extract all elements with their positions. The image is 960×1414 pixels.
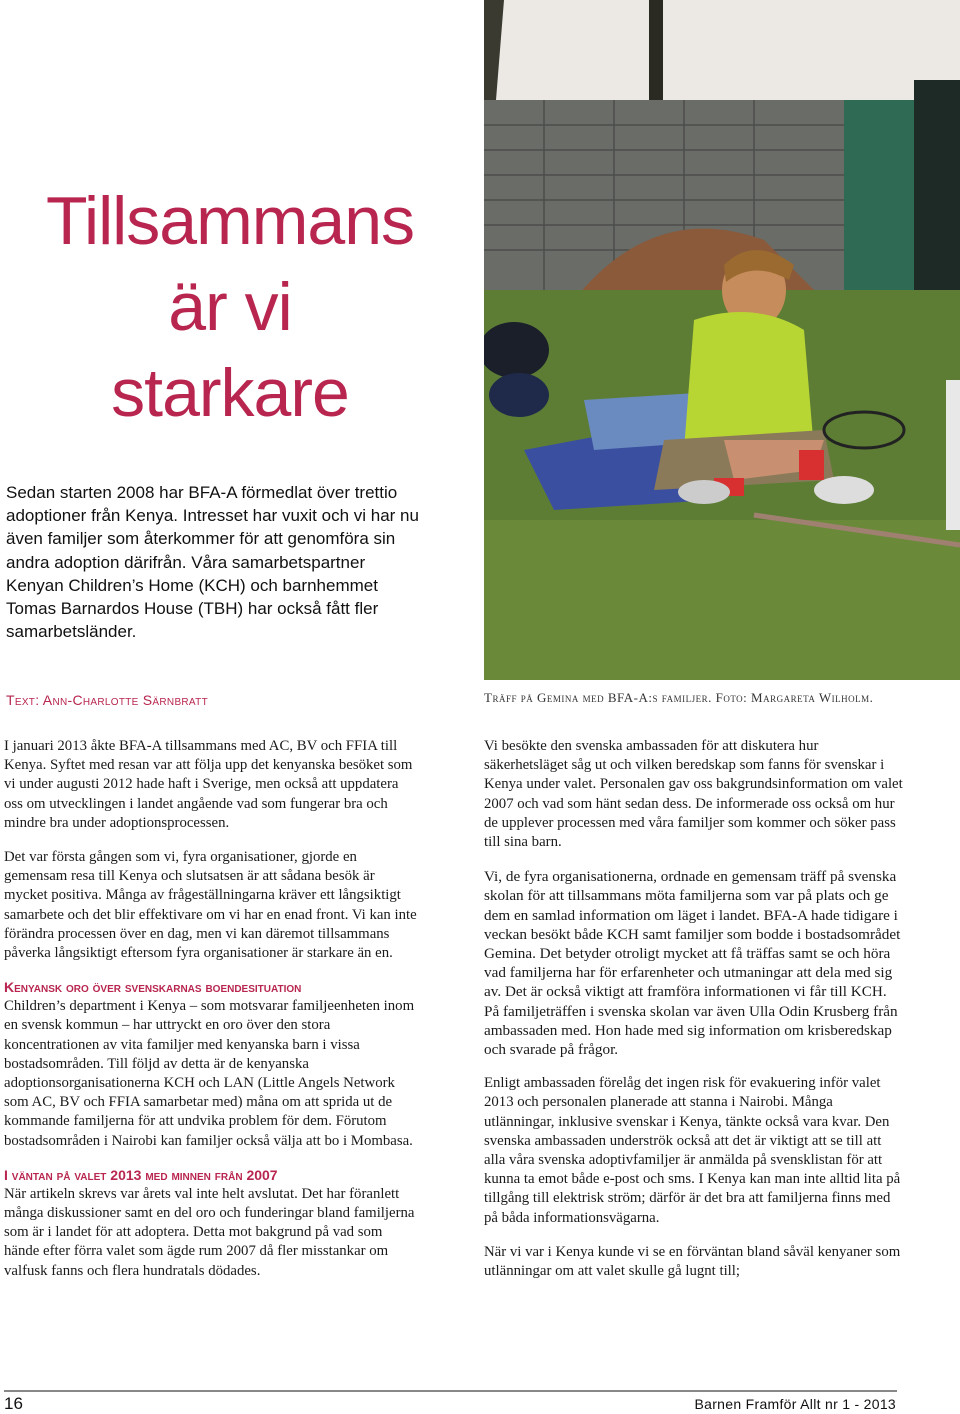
left-paragraph-3: Children’s department i Kenya – som motsvarar familjeenheten inom en svensk kommun – har uttryckt en oro över den stora koncentrationen av vita familjer med kenyanska barn i vissa bostadsområden. Till följd av detta är de kenyanska adoptionsorganisationerna KCH och LAN (Little Angels Network som AC, BV och FFIA samarbetar med) måna om att sprida ut de kommande familjerna för att undvika problem för dem. Förutom bostadsområden i Nairobi kan familjer också välja att bo i Mombasa. <box>4 998 415 1149</box>
article-photo <box>484 0 960 680</box>
left-column <box>4 737 419 1296</box>
publication-name: Barnen Framför Allt nr 1 - 2013 <box>694 1396 896 1412</box>
article-ingress: Sedan starten 2008 har BFA-A förmedlat över trettio adoptioner från Kenya. Intresset har vuxit och vi har nu även familjer som återkommer för att genomföra sin andra adoption därifrån. Våra samarbetspartner Kenyan Children’s Home (KCH) och barnhemmet Tomas Barnardos House (TBH) har också fått fler samarbetsländer. <box>6 483 419 642</box>
title-line-3: starkare <box>111 355 349 431</box>
left-paragraph-4: När artikeln skrevs var årets val inte helt avslutat. Det har föranlett många diskussioner samt en del oro och funderingar bland familjerna som är i landet för att adoptera. Detta mot bakgrund på vad som hände efter förra valet som ägde rum 2007 då fler misstankar om valfusk fanns och flera hundratals dödades. <box>4 1185 415 1279</box>
left-paragraph-1: I januari 2013 åkte BFA-A tillsammans med AC, BV och FFIA till Kenya. Syftet med resan var att följa upp det kenyanska besöket som vi under augusti 2012 hade haft i Sverige, men också att uppdatera oss om utvecklingen i landet angående vad som fungerar bra och mindre bra under adoptionsprocessen. <box>4 738 413 831</box>
subheading-1: Kenyansk oro över svenskarnas boendesituation <box>4 979 302 996</box>
photo-caption: Träff på Gemina med BFA-A:s familjer. Foto: Margareta Wilholm. <box>484 690 874 705</box>
right-paragraph-4: När vi var i Kenya kunde vi se en förväntan bland såväl kenyaner som utlänningar om att valet skulle gå lugnt till; <box>484 1243 901 1280</box>
left-paragraph-2: Det var första gången som vi, fyra organisationer, gjorde en gemensam resa till Kenya och slutsatsen är att sådana besök är mycket positiva. Många av frågeställningarna kräver ett långsiktigt samarbete och det blir effektivare om vi har en enad front. Vi kan inte förändra processen över en dag, men vi kan däremot tillsammans påverka långsiktigt eftersom fyra organisationer är starkare än en. <box>4 849 417 962</box>
title-line-1: Tillsammans <box>45 183 415 259</box>
right-paragraph-2: Vi, de fyra organisationerna, ordnade en gemensam träff på svenska skolan för att tillsammans möta familjerna som var på plats och ge dem en samlad information om läget i landet. BFA-A hade tidigare i veckan besökt både KCH samt familjer som bodde i bostadsområdet Gemina. Det betyder otroligt mycket att få träffas samt se och höra vad familjerna har för erfarenheter och utmaningar att dela med sig av. Det är också viktigt att framföra informationen vi får till KCH. På familjeträffen i svenska skolan var även Ulla Odin Krusberg från ambassaden med. Hon hade med sig information om krisberedskap och svarade på frågor. <box>484 868 901 1059</box>
footer-rule <box>4 1390 897 1392</box>
article-title <box>0 178 460 436</box>
right-column <box>484 737 904 1296</box>
byline: Text: Ann-Charlotte Särnbratt <box>6 692 208 708</box>
right-paragraph-1: Vi besökte den svenska ambassaden för att diskutera hur säkerhetsläget såg ut och vilken beredskap som fanns för svenskar i Kenya under valet. Personalen gav oss bakgrundsinformation om valet 2007 och vad som hänt sedan dess. De informerade oss också om hur de upplever processen med våra familjer som kommer och söker pass till sina barn. <box>484 738 903 851</box>
subheading-2: I väntan på valet 2013 med minnen från 2007 <box>4 1166 278 1183</box>
title-line-2: är vi <box>168 269 292 345</box>
right-paragraph-3: Enligt ambassaden förelåg det ingen risk för evakuering inför valet 2013 och personalen planerade att stanna i Nairobi. Många utlänningar, inklusive svenskar i Kenya, tänkte också vara kvar. Den svenska ambassaden underströk också att det är viktigt att se till att alla våra svenska adoptivfamiljer är anmälda på svensklistan för att kunna ta emot både e-post och sms. I Kenya kan man inte alltid lita på tillgång till elektrisk ström; därför är det bra att familjerna finns med på båda informationsvägarna. <box>484 1075 901 1226</box>
page-number: 16 <box>4 1394 23 1413</box>
